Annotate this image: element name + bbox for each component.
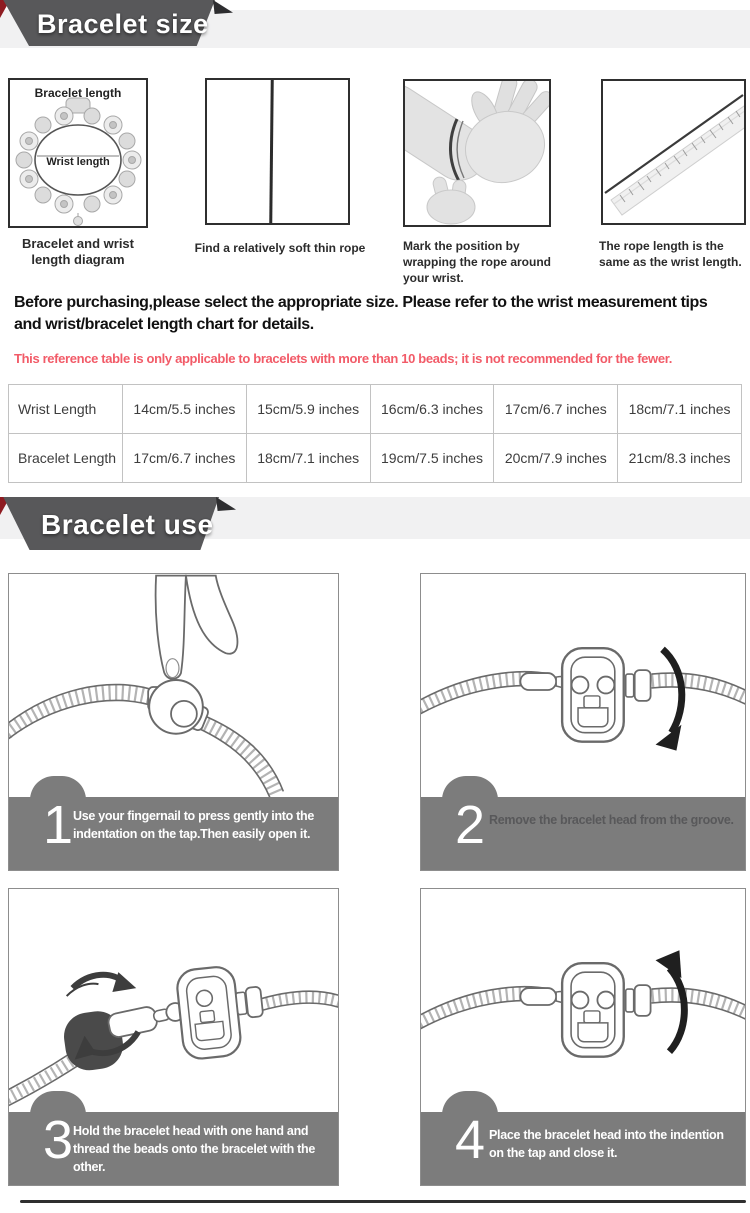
- bracelet-size-title: Bracelet size: [37, 9, 209, 39]
- step3-illustration: [9, 889, 338, 1112]
- step-caption-mark: Mark the position by wrapping the rope around your wrist.: [403, 239, 552, 286]
- size-table: [8, 384, 742, 483]
- bottom-divider: [20, 1200, 746, 1203]
- table-cell: 16cm/6.3 inches: [370, 385, 494, 434]
- table-row: [9, 434, 742, 483]
- ribbon-fold: [213, 0, 233, 14]
- reference-warning: This reference table is only applicable to bracelets with more than 10 beads; it is not recommended for the fewer.: [14, 351, 672, 366]
- purchase-notice: Before purchasing,please select the appropriate size. Please refer to the wrist measurement tips and wrist/bracelet length chart for details.: [14, 294, 708, 334]
- step-number: 3: [42, 1110, 74, 1170]
- step-caption-diagram: Bracelet and wrist length diagram: [22, 236, 134, 268]
- table-cell: 18cm/7.1 inches: [618, 385, 742, 434]
- table-cell: 17cm/6.7 inches: [123, 434, 247, 483]
- table-cell: 17cm/6.7 inches: [494, 385, 618, 434]
- step2-caption-bar: [421, 797, 745, 870]
- step-number: 2: [454, 795, 486, 855]
- step1-caption-bar: [9, 797, 338, 870]
- wrist-wrap-box: [403, 79, 551, 227]
- step-number: 1: [42, 795, 74, 855]
- use-step-panel-3: [8, 888, 339, 1186]
- table-cell: 21cm/8.3 inches: [618, 434, 742, 483]
- step4-illustration: [421, 889, 745, 1112]
- ruler-illustration: [603, 81, 744, 223]
- row-header: Wrist Length: [9, 385, 123, 434]
- rope-box: [205, 78, 350, 225]
- step-number: 4: [454, 1110, 486, 1170]
- step-caption-rope: Find a relatively soft thin rope: [194, 241, 366, 255]
- step-text: Remove the bracelet head from the groove.: [489, 813, 734, 827]
- use-step-panel-2: [420, 573, 746, 871]
- bracelet-use-title: Bracelet use: [41, 509, 214, 540]
- table-cell: 20cm/7.9 inches: [494, 434, 618, 483]
- step-text: Hold the bracelet head with one hand and thread the beads onto the bracelet with the other.: [73, 1124, 315, 1175]
- step-text: Use your fingernail to press gently into the indentation on the tap.Then easily open it.: [73, 809, 315, 842]
- ruler-box: [601, 79, 746, 225]
- table-cell: 14cm/5.5 inches: [123, 385, 247, 434]
- step2-illustration: [421, 574, 745, 797]
- step3-caption-bar: [9, 1112, 338, 1185]
- rope-illustration: [270, 80, 274, 223]
- table-row: [9, 385, 742, 434]
- use-step-panel-1: [8, 573, 339, 871]
- wrist-length-label: Wrist length: [46, 156, 110, 168]
- table-cell: 19cm/7.5 inches: [370, 434, 494, 483]
- step1-illustration: [9, 574, 338, 797]
- bracelet-diagram-box: [8, 78, 148, 228]
- step-caption-length: The rope length is the same as the wrist length.: [599, 239, 742, 270]
- step-text: Place the bracelet head into the indention on the tap and close it.: [489, 1128, 724, 1161]
- wrist-measure-illustration: [405, 81, 549, 225]
- row-header: Bracelet Length: [9, 434, 123, 483]
- bracelet-length-label: Bracelet length: [34, 86, 122, 100]
- step4-caption-bar: [421, 1112, 745, 1185]
- use-step-panel-4: [420, 888, 746, 1186]
- table-cell: 18cm/7.1 inches: [246, 434, 370, 483]
- table-cell: 15cm/5.9 inches: [246, 385, 370, 434]
- bracelet-illustration: [10, 80, 146, 226]
